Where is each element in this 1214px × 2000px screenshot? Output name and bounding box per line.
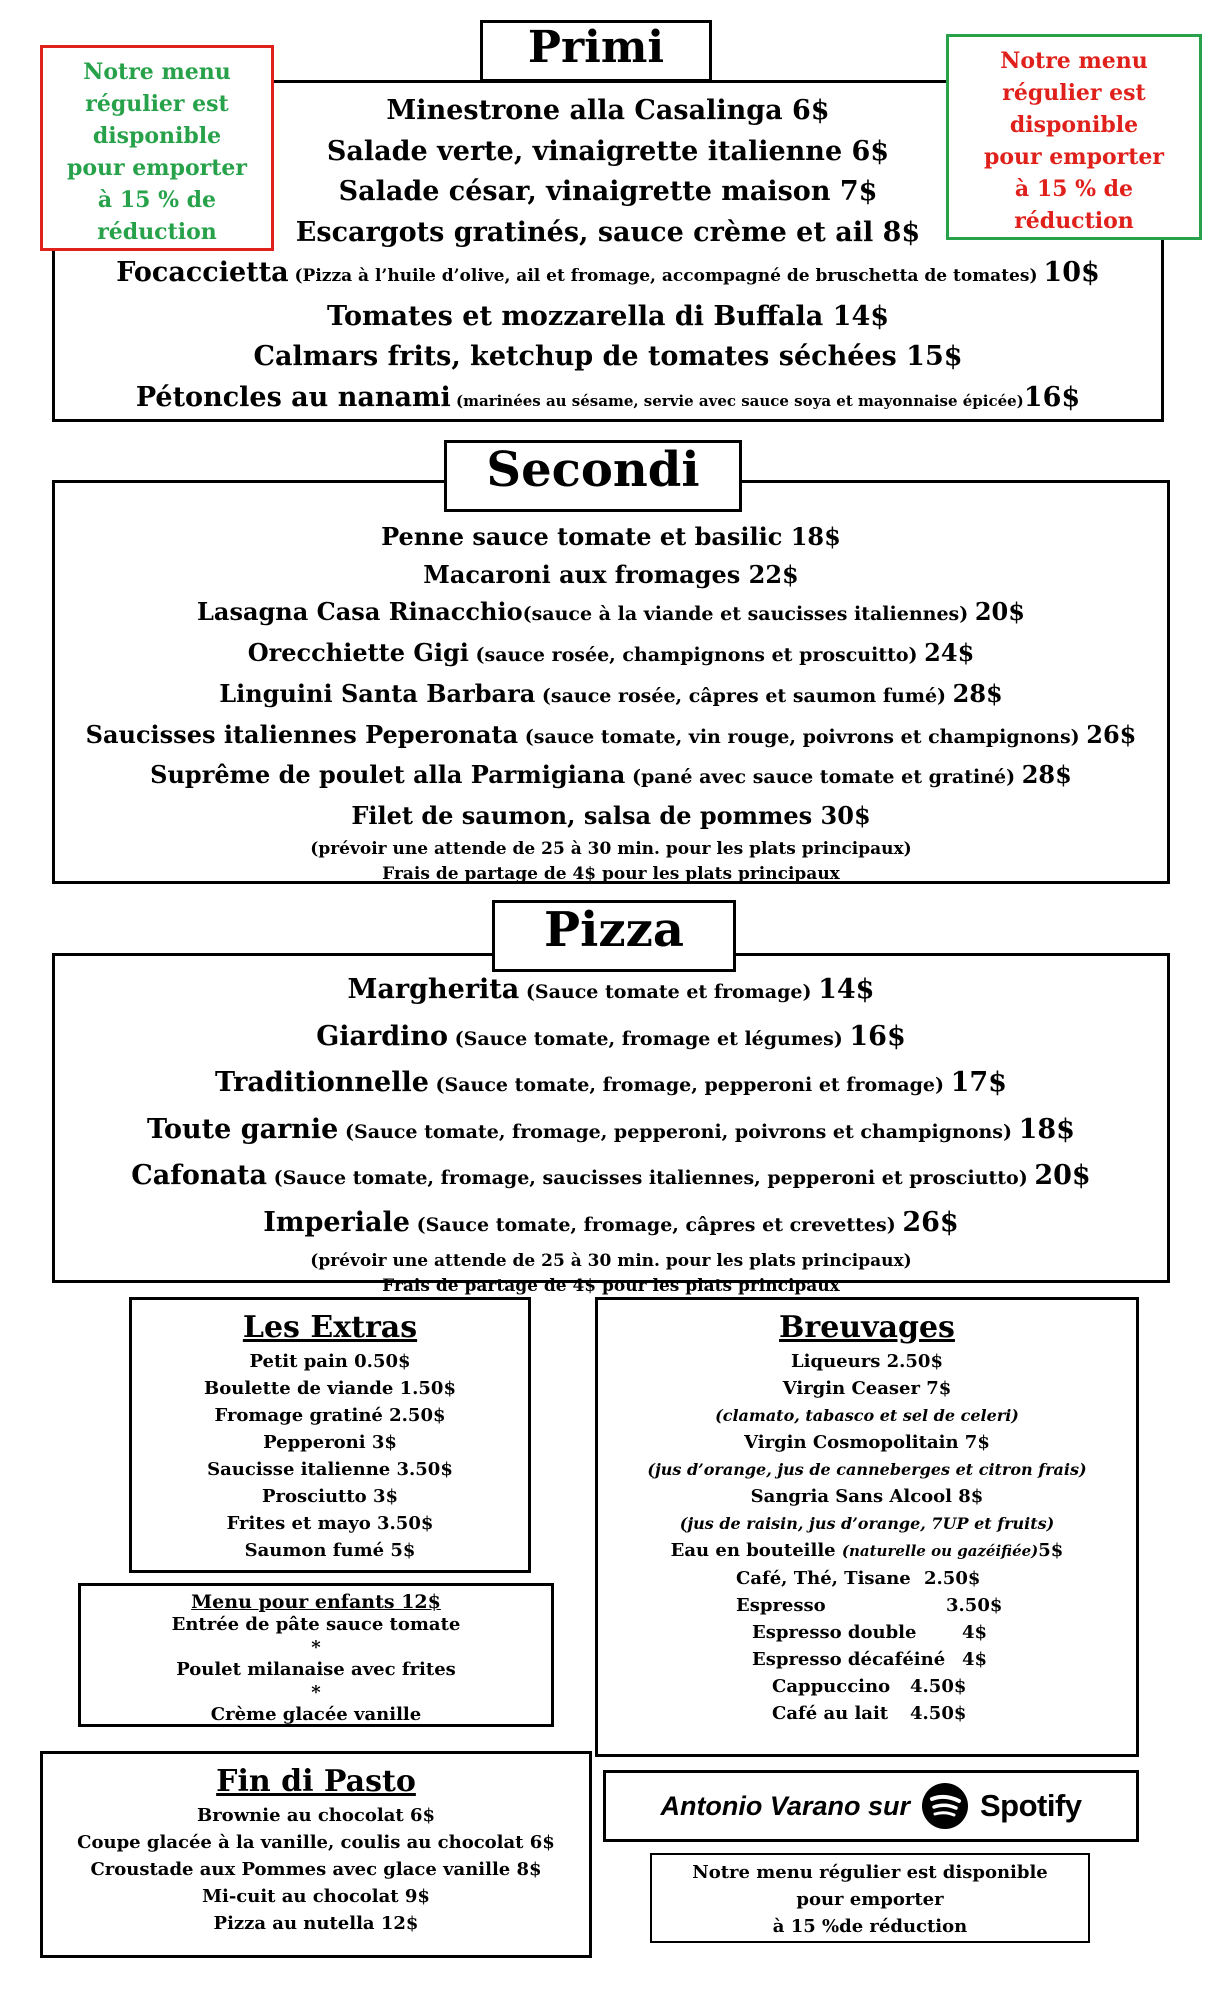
item-price: 18$ xyxy=(1018,1113,1075,1145)
notice-line: pour emporter xyxy=(67,155,247,181)
item-name: Margherita xyxy=(347,974,520,1005)
secondi-item xyxy=(55,675,1167,716)
notice-line: régulier est xyxy=(85,91,229,117)
kids-menu-line: Crème glacée vanille xyxy=(210,1704,422,1725)
wait-note: (prévoir une attende de 25 à 30 min. pour les plats principaux) xyxy=(310,838,912,859)
notice-line: à 15 % de xyxy=(97,187,217,213)
drinks-box xyxy=(595,1297,1139,1757)
coffee-name: Espresso décaféiné xyxy=(752,1649,946,1670)
coffee-row xyxy=(736,1619,1136,1646)
kids-menu-line: Entrée de pâte sauce tomate xyxy=(171,1614,461,1635)
coffee-price: 3.50$ xyxy=(946,1595,1003,1616)
coffee-price: 4$ xyxy=(962,1649,988,1670)
primi-title: Primi xyxy=(480,20,712,82)
item-price: 16$ xyxy=(849,1020,906,1052)
kids-menu-line: * xyxy=(311,1681,321,1703)
secondi-item: Filet de saumon, salsa de pommes 30$ xyxy=(351,800,871,830)
primi-item: Tomates et mozzarella di Buffala 14$ xyxy=(326,300,890,332)
primi-item: Minestrone alla Casalinga 6$ xyxy=(386,95,830,126)
secondi-title: Secondi xyxy=(444,440,742,512)
primi-item: Salade verte, vinaigrette italienne 6$ xyxy=(326,135,890,167)
item-desc: (sauce rosée, câpres et saumon fumé) xyxy=(535,684,953,707)
extras-item: Pepperoni 3$ xyxy=(263,1432,397,1453)
extras-item: Petit pain 0.50$ xyxy=(249,1351,411,1372)
item-name: Lasagna Casa Rinacchio xyxy=(197,597,523,627)
dessert-item: Mi-cuit au chocolat 9$ xyxy=(202,1886,430,1907)
notice-line: à 15 % de xyxy=(1014,176,1134,202)
item-name: Imperiale xyxy=(263,1206,410,1238)
takeout-notice-right xyxy=(946,34,1202,240)
item-price: 26$ xyxy=(902,1206,959,1238)
notice-line: Notre menu régulier est disponible xyxy=(692,1862,1048,1883)
item-name: Giardino xyxy=(316,1020,449,1052)
sharing-fee-note: Frais de partage de 4$ pour les plats principaux xyxy=(382,863,840,884)
drinks-desc-text: (jus de raisin, jus d’orange, 7UP et fruits) xyxy=(679,1514,1055,1533)
extras-title: Les Extras xyxy=(242,1310,418,1345)
primi-item xyxy=(55,253,1161,297)
secondi-item xyxy=(55,593,1167,634)
item-price: 10$ xyxy=(1043,257,1100,288)
extras-box xyxy=(129,1297,531,1573)
drinks-title: Breuvages xyxy=(779,1310,955,1345)
notice-line: Notre menu xyxy=(1000,48,1148,74)
secondi-item xyxy=(55,634,1167,675)
item-desc: (Sauce tomate et fromage) xyxy=(519,981,819,1003)
pizza-item xyxy=(55,1108,1167,1155)
primi-item: Escargots gratinés, sauce crème et ail 8$ xyxy=(295,216,921,248)
item-desc: (sauce rosée, champignons et proscuitto) xyxy=(468,644,925,667)
item-price: 20$ xyxy=(1034,1160,1091,1191)
drinks-item: Liqueurs 2.50$ xyxy=(791,1351,943,1372)
pizza-item xyxy=(55,1201,1167,1248)
drinks-desc xyxy=(598,1510,1136,1537)
item-name: Cafonata xyxy=(131,1160,267,1191)
notice-line: régulier est xyxy=(1002,80,1146,106)
item-name: Linguini Santa Barbara xyxy=(219,678,536,708)
coffee-row xyxy=(736,1646,1136,1673)
notice-line: Notre menu xyxy=(83,59,231,85)
item-price: 26$ xyxy=(1086,719,1137,749)
water-price: 5$ xyxy=(1038,1540,1064,1561)
item-price: 20$ xyxy=(974,597,1025,627)
item-name: Orecchiette Gigi xyxy=(247,638,469,668)
item-desc: (Sauce tomate, fromage, pepperoni et fromage) xyxy=(428,1074,951,1096)
kids-menu-box xyxy=(78,1583,554,1727)
extras-item: Fromage gratiné 2.50$ xyxy=(214,1405,446,1426)
item-desc: (Sauce tomate, fromage et légumes) xyxy=(448,1027,850,1050)
item-price: 24$ xyxy=(924,638,975,668)
water-desc: (naturelle ou gazéifiée) xyxy=(841,1542,1039,1560)
notice-line: réduction xyxy=(97,219,217,245)
extras-item: Saucisse italienne 3.50$ xyxy=(207,1459,453,1480)
dessert-item: Coupe glacée à la vanille, coulis au chocolat 6$ xyxy=(77,1832,555,1853)
notice-line: à 15 %de réduction xyxy=(772,1916,968,1937)
secondi-item xyxy=(55,716,1167,757)
coffee-row xyxy=(736,1592,1136,1619)
coffee-name: Espresso double xyxy=(752,1622,917,1643)
dessert-title: Fin di Pasto xyxy=(216,1764,416,1799)
secondi-item: Macaroni aux fromages 22$ xyxy=(423,559,799,589)
item-name: Saucisses italiennes Peperonata xyxy=(85,719,519,749)
pizza-item xyxy=(55,1015,1167,1062)
notice-line: réduction xyxy=(1014,208,1134,234)
item-name: Traditionnelle xyxy=(215,1067,429,1098)
item-name: Focaccietta xyxy=(116,257,289,288)
item-desc: (Sauce tomate, fromage, câpres et crevettes) xyxy=(409,1213,903,1236)
notice-line: pour emporter xyxy=(796,1889,944,1910)
spotify-banner[interactable] xyxy=(603,1770,1139,1842)
pizza-items xyxy=(55,968,1167,1299)
coffee-price: 2.50$ xyxy=(924,1568,981,1589)
coffee-name: Café, Thé, Tisane xyxy=(736,1568,911,1589)
primi-item: Salade césar, vinaigrette maison 7$ xyxy=(338,176,878,207)
pizza-item xyxy=(55,1061,1167,1108)
item-desc: (Pizza à l’huile d’olive, ail et fromage, accompagné de bruschetta de tomates) xyxy=(288,266,1044,286)
spotify-icon xyxy=(922,1783,968,1829)
coffee-name: Café au lait xyxy=(772,1703,889,1724)
item-desc: (Sauce tomate, fromage, pepperoni, poivrons et champignons) xyxy=(338,1120,1019,1143)
notice-line: disponible xyxy=(92,123,222,149)
pizza-item xyxy=(55,968,1167,1015)
item-price: 17$ xyxy=(950,1067,1007,1098)
notice-line: disponible xyxy=(1009,112,1139,138)
dessert-item: Brownie au chocolat 6$ xyxy=(196,1805,435,1826)
item-price: 28$ xyxy=(952,678,1003,708)
notice-line: pour emporter xyxy=(984,144,1164,170)
coffee-price: 4$ xyxy=(962,1622,988,1643)
spotify-artist: Antonio Varano sur xyxy=(660,1790,910,1821)
coffee-list xyxy=(598,1565,1136,1727)
item-desc: (Sauce tomate, fromage, saucisses italiennes, pepperoni et prosciutto) xyxy=(266,1167,1035,1189)
extras-item: Boulette de viande 1.50$ xyxy=(204,1378,456,1399)
extras-item: Frites et mayo 3.50$ xyxy=(226,1513,434,1534)
coffee-name: Espresso xyxy=(736,1595,826,1616)
dessert-item: Croustade aux Pommes avec glace vanille 8$ xyxy=(90,1859,542,1880)
pizza-title: Pizza xyxy=(492,900,736,972)
drinks-item: Virgin Ceaser 7$ xyxy=(782,1378,952,1399)
extras-item: Prosciutto 3$ xyxy=(262,1486,398,1507)
wait-note: (prévoir une attende de 25 à 30 min. pour les plats principaux) xyxy=(310,1251,912,1271)
drinks-desc-text: (clamato, tabasco et sel de celeri) xyxy=(715,1406,1019,1425)
coffee-price: 4.50$ xyxy=(910,1676,967,1697)
pizza-item xyxy=(55,1154,1167,1201)
kids-menu-line: Poulet milanaise avec frites xyxy=(176,1659,456,1680)
takeout-notice-bottom xyxy=(650,1853,1090,1943)
item-desc: (sauce à la viande et saucisses italiennes) xyxy=(522,603,975,626)
coffee-price: 4.50$ xyxy=(910,1703,967,1724)
item-name: Toute garnie xyxy=(147,1113,339,1145)
item-desc: (marinées au sésame, servie avec sauce soya et mayonnaise épicée) xyxy=(450,391,1024,410)
extras-item: Saumon fumé 5$ xyxy=(244,1540,416,1561)
drinks-item xyxy=(598,1537,1136,1565)
drinks-desc xyxy=(598,1456,1136,1483)
secondi-item: Penne sauce tomate et basilic 18$ xyxy=(381,522,841,551)
kids-menu-line: * xyxy=(311,1636,321,1658)
drinks-item: Virgin Cosmopolitain 7$ xyxy=(744,1432,990,1453)
takeout-notice-left xyxy=(40,45,274,251)
item-desc: (sauce tomate, vin rouge, poivrons et champignons) xyxy=(518,725,1087,748)
item-price: 28$ xyxy=(1021,760,1072,790)
coffee-row xyxy=(736,1700,1136,1727)
coffee-name: Cappuccino xyxy=(772,1676,891,1697)
water-name: Eau en bouteille xyxy=(670,1540,842,1561)
item-name: Suprême de poulet alla Parmigiana xyxy=(150,760,626,790)
coffee-row xyxy=(736,1565,1136,1592)
secondi-item xyxy=(55,756,1167,797)
secondi-items xyxy=(55,518,1167,887)
primi-item xyxy=(55,378,1161,422)
drinks-desc-text: (jus d’orange, jus de canneberges et citron frais) xyxy=(647,1460,1087,1479)
dessert-box xyxy=(40,1751,592,1958)
item-price: 14$ xyxy=(818,974,875,1005)
item-name: Pétoncles au nanami xyxy=(135,381,451,413)
spotify-brand: Spotify xyxy=(979,1788,1082,1823)
coffee-row xyxy=(736,1673,1136,1700)
kids-menu-title: Menu pour enfants 12$ xyxy=(191,1591,441,1613)
dessert-item: Pizza au nutella 12$ xyxy=(213,1913,419,1934)
item-price: 16$ xyxy=(1023,381,1081,413)
sharing-fee-note: Frais de partage de 4$ pour les plats principaux xyxy=(382,1276,840,1296)
drinks-desc xyxy=(598,1402,1136,1429)
primi-item: Calmars frits, ketchup de tomates séchées 15$ xyxy=(253,341,963,372)
drinks-item: Sangria Sans Alcool 8$ xyxy=(750,1486,984,1507)
item-desc: (pané avec sauce tomate et gratiné) xyxy=(625,766,1022,789)
